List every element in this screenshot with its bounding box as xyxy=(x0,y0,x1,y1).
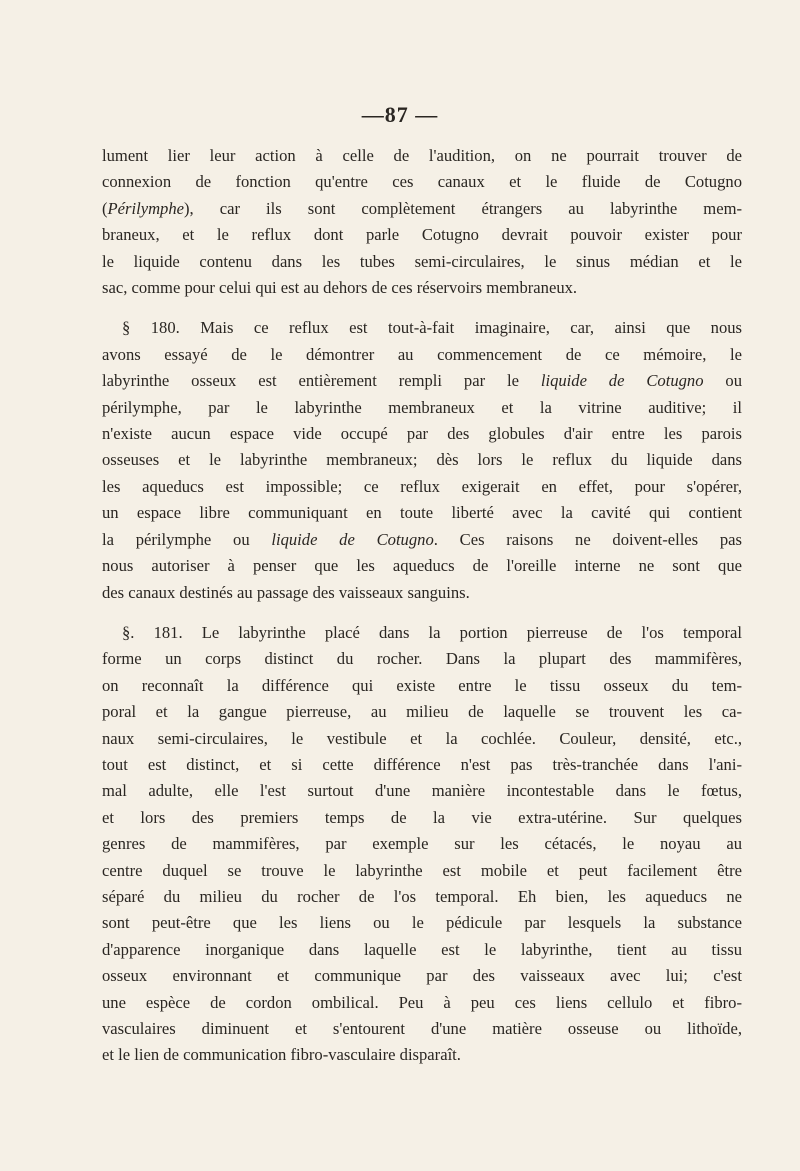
text-line: nous autoriser à penser que les aqueducs de l'oreille interne ne sont que xyxy=(102,556,742,576)
text-line: un espace libre communiquant en toute liberté avec la cavité qui contient xyxy=(102,503,742,523)
italic-term: liquide de Cotugno xyxy=(540,371,704,391)
text-line: tout est distinct, et si cette différence n'est pas très-tranchée dans l'ani- xyxy=(102,754,742,774)
text-line: n'existe aucun espace vide occupé par des globules d'air entre les parois xyxy=(102,424,742,444)
text-line: § 180. Mais ce reflux est tout-à-fait imaginaire, car, ainsi que nous xyxy=(122,318,742,338)
paragraph-gap xyxy=(102,606,742,620)
paragraph-3 xyxy=(102,620,742,1069)
text-line: et lors des premiers temps de la vie extra-utérine. Sur quelques xyxy=(102,807,742,827)
text-line: les aqueducs est impossible; ce reflux exigerait en effet, pour s'opérer, xyxy=(102,476,742,496)
paragraph-gap xyxy=(102,301,742,315)
text-line: séparé du milieu du rocher de l'os temporal. Eh bien, les aqueducs ne xyxy=(102,886,742,906)
paragraph-2 xyxy=(102,315,742,605)
text-line: avons essayé de le démontrer au commencement de ce mémoire, le xyxy=(102,344,742,364)
text-line: lument lier leur action à celle de l'audition, on ne pourrait trouver de xyxy=(102,146,742,165)
text-line: des canaux destinés au passage des vaisseaux sanguins. xyxy=(102,582,470,602)
text-line: et le lien de communication fibro-vasculaire disparaît. xyxy=(102,1045,461,1065)
text-line: on reconnaît la différence qui existe entre le tissu osseux du tem- xyxy=(102,675,742,695)
text-line: une espèce de cordon ombilical. Peu à peu ces liens cellulo et fibro- xyxy=(102,992,742,1012)
text-line: mal adulte, elle l'est surtout d'une manière incontestable dans le fœtus, xyxy=(102,781,742,801)
text-line: le liquide contenu dans les tubes semi-circulaires, le sinus médian et le xyxy=(102,251,742,271)
body-text xyxy=(102,143,742,1069)
text-line: poral et la gangue pierreuse, au milieu de laquelle se trouvent les ca- xyxy=(102,702,742,722)
text-line: périlymphe, par le labyrinthe membraneux et la vitrine auditive; il xyxy=(102,397,742,417)
text-line: sont peut-être que les liens ou le pédicule par lesquels la substance xyxy=(102,913,742,933)
italic-term: liquide de Cotugno xyxy=(271,529,434,549)
text-line: braneux, et le reflux dont parle Cotugno devrait pouvoir exister pour xyxy=(102,225,742,245)
text-line: osseux environnant et communique par des vaisseaux avec lui; c'est xyxy=(102,966,742,986)
page-number: —87 — xyxy=(361,102,439,127)
text-line: (Périlymphe), car ils sont complètement étrangers au labyrinthe mem- xyxy=(102,198,742,218)
text-line: osseuses et le labyrinthe membraneux; dès lors le reflux du liquide dans xyxy=(102,450,742,470)
text-line: centre duquel se trouve le labyrinthe est mobile et peut facilement être xyxy=(102,860,742,880)
text-line: d'apparence inorganique dans laquelle est le labyrinthe, tient au tissu xyxy=(102,939,742,959)
text-line: forme un corps distinct du rocher. Dans la plupart des mammifères, xyxy=(102,649,742,669)
text-line: connexion de fonction qu'entre ces canaux et le fluide de Cotugno xyxy=(102,172,742,192)
text-line: sac, comme pour celui qui est au dehors de ces réservoirs membraneux. xyxy=(102,278,578,298)
paragraph-1 xyxy=(102,143,742,301)
text-line: §. 181. Le labyrinthe placé dans la portion pierreuse de l'os temporal xyxy=(122,622,742,642)
text-line: la périlymphe ou liquide de Cotugno. Ces raisons ne doivent-elles pas xyxy=(102,529,742,549)
italic-term: Périlymphe xyxy=(107,198,185,218)
text-line: genres de mammifères, par exemple sur les cétacés, le noyau au xyxy=(102,834,742,854)
text-line: vasculaires diminuent et s'entourent d'une matière osseuse ou lithoïde, xyxy=(102,1019,742,1038)
text-line: naux semi-circulaires, le vestibule et la cochlée. Couleur, densité, etc., xyxy=(102,728,742,748)
text-line: labyrinthe osseux est entièrement rempli par le liquide de Cotugno ou xyxy=(102,371,742,391)
